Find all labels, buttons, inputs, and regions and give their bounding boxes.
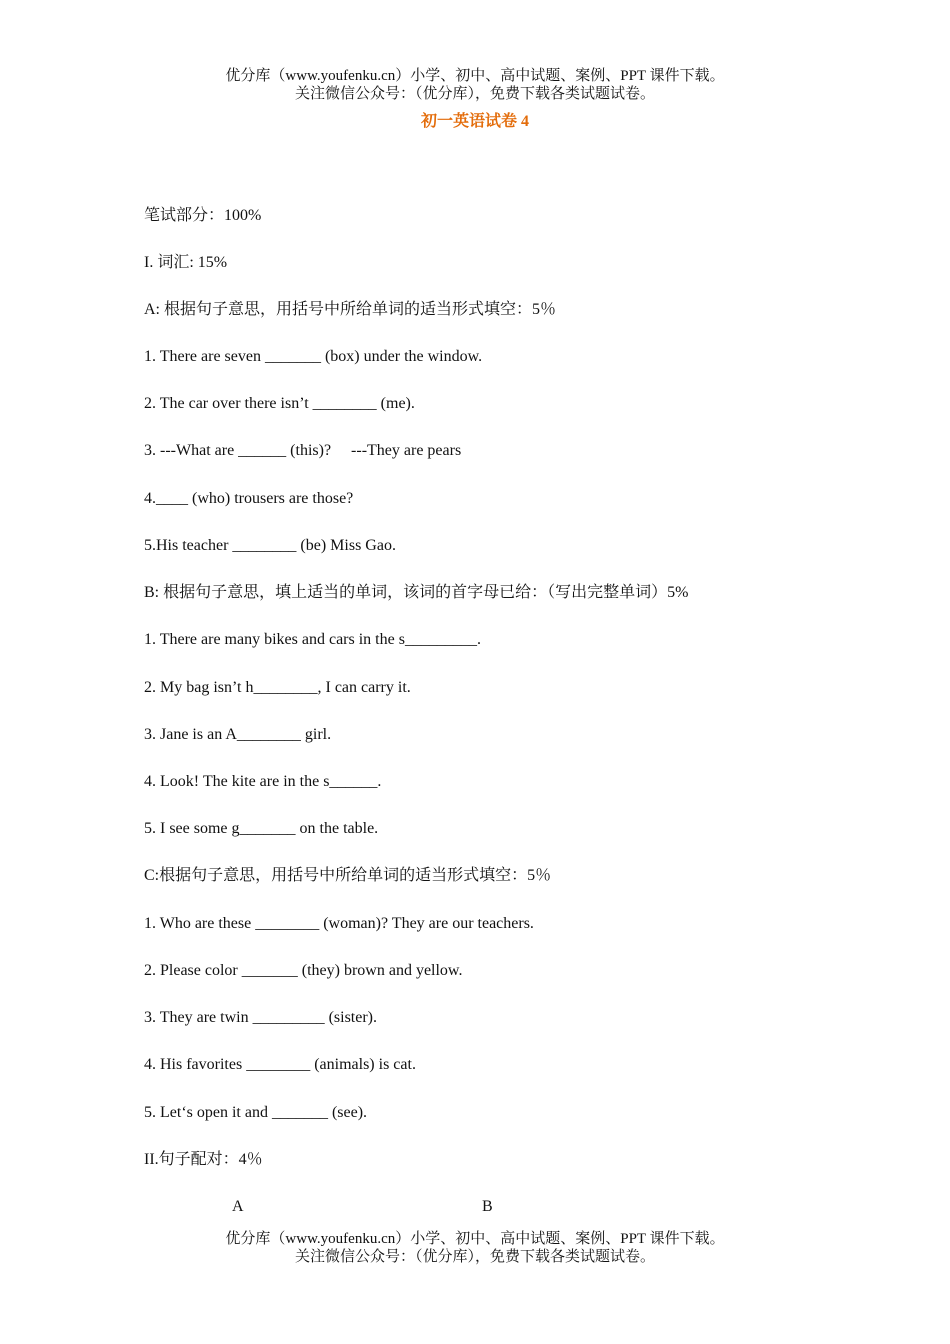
page-header bbox=[0, 67, 950, 103]
question-line: 4. Look! The kite are in the s______. bbox=[144, 773, 382, 790]
question-line: 4. His favorites ________ (animals) is cat. bbox=[144, 1056, 416, 1073]
question-line: 4.____ (who) trousers are those? bbox=[144, 490, 354, 507]
part-b-instruction: B: 根据句子意思，填上适当的单词，该词的首字母已给：（写出完整单词）5% bbox=[144, 584, 689, 601]
page-footer bbox=[0, 1230, 950, 1266]
column-a-label: A bbox=[232, 1198, 244, 1215]
footer-line-1: 优分库（www.youfenku.cn）小学、初中、高中试题、案例、PPT 课件下载。 bbox=[225, 1231, 725, 1247]
column-b-label: B bbox=[482, 1198, 493, 1215]
question-line: 2. Please color _______ (they) brown and yellow. bbox=[144, 962, 463, 979]
question-line: 1. There are seven _______ (box) under the window. bbox=[144, 348, 483, 365]
question-line: 2. My bag isn’t h________, I can carry it. bbox=[144, 679, 411, 696]
question-line: 5.His teacher ________ (be) Miss Gao. bbox=[144, 537, 396, 554]
part-c-instruction: C:根据句子意思，用括号中所给单词的适当形式填空：5％ bbox=[144, 867, 552, 884]
question-line: 3. ---What are ______ (this)? ---They are pears bbox=[144, 442, 462, 459]
document-title: 初一英语试卷 4 bbox=[420, 113, 529, 130]
section-total: 笔试部分：100% bbox=[144, 207, 262, 224]
header-line-1: 优分库（www.youfenku.cn）小学、初中、高中试题、案例、PPT 课件下载。 bbox=[225, 68, 725, 84]
question-line: 5. Let‘s open it and _______ (see). bbox=[144, 1104, 368, 1121]
question-line: 1. There are many bikes and cars in the s_________. bbox=[144, 631, 481, 648]
question-line: 3. They are twin _________ (sister). bbox=[144, 1009, 377, 1026]
question-line: 5. I see some g_______ on the table. bbox=[144, 820, 379, 837]
footer-line-2: 关注微信公众号：（优分库），免费下载各类试题试卷。 bbox=[294, 1249, 655, 1265]
section-vocabulary: I. 词汇: 15% bbox=[144, 254, 228, 271]
question-line: 3. Jane is an A________ girl. bbox=[144, 726, 332, 743]
header-line-2: 关注微信公众号：（优分库），免费下载各类试题试卷。 bbox=[294, 86, 655, 102]
question-line: 2. The car over there isn’t ________ (me). bbox=[144, 395, 415, 412]
part-a-instruction: A: 根据句子意思，用括号中所给单词的适当形式填空：5％ bbox=[144, 301, 557, 318]
question-line: 1. Who are these ________ (woman)? They are our teachers. bbox=[144, 915, 534, 932]
section-sentence-matching: II.句子配对：4％ bbox=[144, 1151, 263, 1168]
